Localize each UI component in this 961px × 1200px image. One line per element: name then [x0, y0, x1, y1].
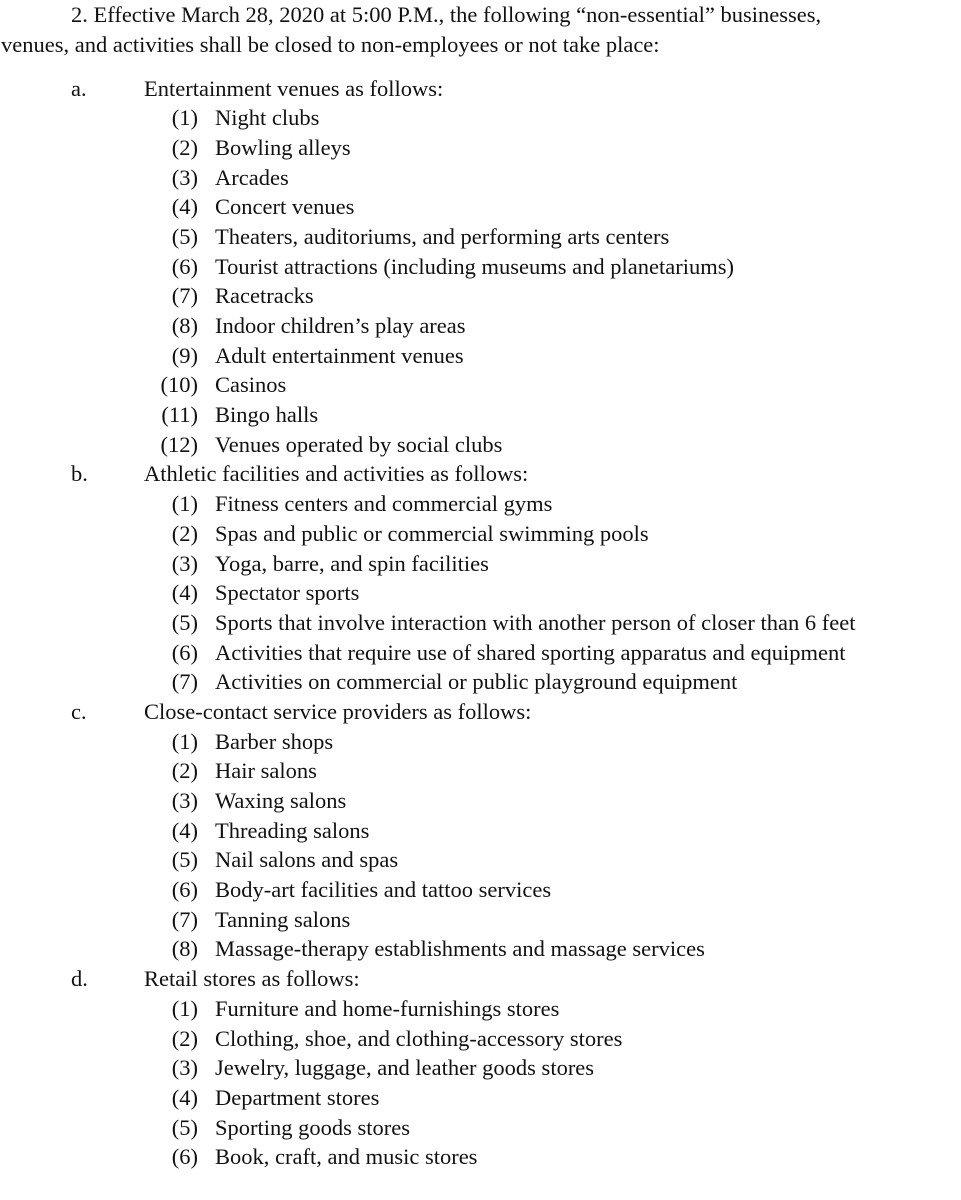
- list-item: [0, 519, 961, 549]
- category-section: [0, 74, 961, 460]
- item-text: Sporting goods stores: [215, 1114, 411, 1140]
- list-item: [0, 103, 961, 133]
- list-item: [0, 370, 961, 400]
- item-text: Activities that require use of shared sporting apparatus and equipment: [215, 639, 846, 665]
- item-text: Casinos: [215, 372, 287, 398]
- category-items: [0, 727, 961, 965]
- item-number: (2): [171, 520, 198, 546]
- intro-line-2: venues, and activities shall be closed to non-employees or not take place:: [1, 31, 660, 57]
- business-category-list: [0, 74, 961, 1172]
- category-letter: a.: [71, 75, 87, 101]
- item-number: (2): [171, 758, 198, 784]
- item-number: (3): [171, 788, 198, 813]
- item-text: Night clubs: [215, 105, 320, 131]
- list-item: [0, 756, 961, 786]
- item-text: Barber shops: [215, 728, 334, 754]
- item-number: (6): [171, 877, 198, 903]
- category-section: [0, 964, 961, 1172]
- item-number: (6): [171, 1144, 198, 1170]
- item-text: Indoor children’s play areas: [215, 313, 466, 338]
- list-item: [0, 786, 961, 816]
- item-text: Department stores: [215, 1084, 380, 1110]
- item-text: Arcades: [215, 164, 289, 190]
- list-item: [0, 638, 961, 668]
- item-text: Body-art facilities and tattoo services: [215, 877, 552, 903]
- category-heading: [0, 74, 961, 104]
- list-item: [0, 252, 961, 282]
- item-number: (7): [171, 669, 198, 695]
- item-number: (4): [171, 194, 198, 220]
- category-items: [0, 103, 961, 459]
- item-text: Sports that involve interaction with another person of closer than 6 feet: [215, 609, 856, 635]
- item-number: (4): [171, 817, 198, 843]
- item-number: (5): [171, 847, 198, 873]
- category-letter: d.: [71, 966, 88, 992]
- category-section: [0, 459, 961, 697]
- item-text: Yoga, barre, and spin facilities: [215, 550, 489, 576]
- list-item: [0, 192, 961, 222]
- item-number: (8): [171, 313, 198, 338]
- item-text: Fitness centers and commercial gyms: [215, 491, 553, 517]
- item-number: (9): [171, 342, 198, 368]
- category-title: Entertainment venues as follows:: [144, 75, 444, 101]
- item-number: (5): [171, 1114, 198, 1140]
- category-heading: [0, 459, 961, 489]
- list-item: [0, 163, 961, 193]
- item-number: (8): [171, 936, 198, 962]
- item-text: Tourist attractions (including museums and planetariums): [215, 253, 734, 279]
- list-item: [0, 1083, 961, 1113]
- item-text: Spectator sports: [215, 580, 360, 606]
- category-title: Close-contact service providers as follows:: [144, 698, 532, 724]
- item-number: (12): [160, 431, 198, 457]
- list-item: [0, 281, 961, 311]
- item-text: Hair salons: [215, 758, 317, 784]
- item-number: (4): [171, 1084, 198, 1110]
- category-title: Retail stores as follows:: [144, 966, 360, 992]
- list-item: [0, 667, 961, 697]
- item-number: (2): [171, 134, 198, 160]
- list-item: [0, 934, 961, 964]
- item-text: Venues operated by social clubs: [215, 431, 503, 457]
- category-items: [0, 489, 961, 697]
- list-item: [0, 1053, 961, 1083]
- item-text: Furniture and home-furnishings stores: [215, 995, 560, 1021]
- category-letter: c.: [71, 698, 87, 724]
- item-number: (3): [171, 164, 198, 190]
- item-text: Nail salons and spas: [215, 847, 399, 873]
- list-item: [0, 133, 961, 163]
- list-item: [0, 578, 961, 608]
- item-text: Racetracks: [215, 283, 314, 309]
- item-number: (6): [171, 253, 198, 279]
- list-item: [0, 311, 961, 341]
- item-text: Activities on commercial or public playground equipment: [215, 669, 738, 695]
- category-letter: b.: [71, 461, 88, 487]
- item-number: (7): [171, 283, 198, 309]
- list-item: [0, 400, 961, 430]
- item-text: Jewelry, luggage, and leather goods stores: [215, 1055, 595, 1081]
- category-heading: [0, 697, 961, 727]
- item-number: (1): [171, 728, 198, 754]
- item-text: Book, craft, and music stores: [215, 1144, 478, 1170]
- list-item: [0, 845, 961, 875]
- item-number: (5): [171, 609, 198, 635]
- list-item: [0, 905, 961, 935]
- item-text: Theaters, auditoriums, and performing arts centers: [215, 223, 670, 249]
- item-number: (4): [171, 580, 198, 606]
- item-text: Adult entertainment venues: [215, 342, 464, 368]
- list-item: [0, 816, 961, 846]
- list-item: [0, 430, 961, 460]
- item-text: Waxing salons: [215, 788, 347, 813]
- list-item: [0, 1024, 961, 1054]
- list-item: [0, 994, 961, 1024]
- item-number: (7): [171, 906, 198, 932]
- category-heading: [0, 964, 961, 994]
- list-item: [0, 1113, 961, 1143]
- item-number: (3): [171, 1055, 198, 1081]
- item-number: (10): [160, 372, 198, 398]
- item-text: Concert venues: [215, 194, 355, 220]
- intro-line-1: 2. Effective March 28, 2020 at 5:00 P.M., the following “non-essential” businesses,: [71, 2, 822, 27]
- item-number: (11): [161, 402, 198, 428]
- item-text: Spas and public or commercial swimming pools: [215, 520, 649, 546]
- item-text: Tanning salons: [215, 906, 351, 932]
- item-number: (1): [171, 491, 198, 517]
- item-number: (5): [171, 223, 198, 249]
- list-item: [0, 727, 961, 757]
- item-number: (3): [171, 550, 198, 576]
- item-text: Threading salons: [215, 817, 370, 843]
- category-title: Athletic facilities and activities as follows:: [144, 461, 529, 487]
- category-items: [0, 994, 961, 1172]
- list-item: [0, 1142, 961, 1172]
- list-item: [0, 489, 961, 519]
- item-text: Bingo halls: [215, 402, 319, 428]
- list-item: [0, 341, 961, 371]
- item-number: (2): [171, 1025, 198, 1051]
- item-number: (1): [171, 105, 198, 131]
- list-item: [0, 222, 961, 252]
- item-number: (1): [171, 995, 198, 1021]
- list-item: [0, 875, 961, 905]
- list-item: [0, 549, 961, 579]
- category-section: [0, 697, 961, 964]
- item-text: Massage-therapy establishments and massage services: [215, 936, 705, 962]
- item-text: Bowling alleys: [215, 134, 351, 160]
- list-item: [0, 608, 961, 638]
- item-number: (6): [171, 639, 198, 665]
- item-text: Clothing, shoe, and clothing-accessory stores: [215, 1025, 623, 1051]
